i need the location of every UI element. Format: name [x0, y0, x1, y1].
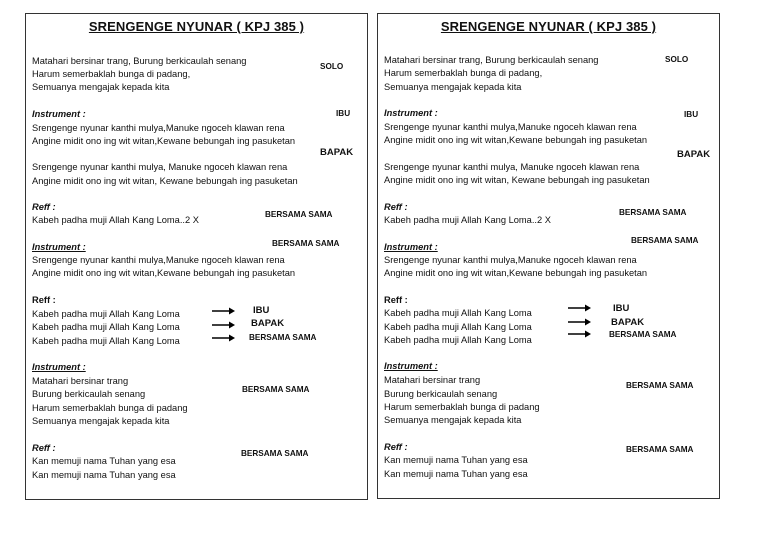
arrow-right-icon — [212, 334, 236, 342]
verse2a-line: Angine midit ono ing wit witan,Kewane bebungah ing pasuketan — [384, 135, 648, 145]
instrument-heading: Instrument : — [384, 361, 438, 371]
arrow-right-icon — [568, 318, 592, 326]
reff2-line: Kabeh padha muji Allah Kang Loma — [32, 336, 180, 346]
verse1-line: Matahari bersinar trang, Burung berkicaulah senang — [384, 55, 599, 65]
verse1-line: Semuanya mengajak kepada kita — [32, 82, 170, 92]
tag-bapak: BAPAK — [611, 317, 645, 328]
instrument-heading: Instrument : — [32, 362, 86, 372]
verse3-line: Angine midit ono ing wit witan,Kewane bebungah ing pasuketan — [32, 268, 296, 278]
instrument-heading: Instrument : — [32, 109, 86, 119]
tag-ibu: IBU — [336, 109, 351, 118]
reff2-line: Kabeh padha muji Allah Kang Loma — [32, 322, 180, 332]
verse2b-line: Srengenge nyunar kanthi mulya, Manuke ngoceh klawan rena — [32, 162, 288, 172]
reff2-line: Kabeh padha muji Allah Kang Loma — [32, 309, 180, 319]
verse4-line: Matahari bersinar trang — [32, 376, 129, 386]
instrument-heading: Instrument : — [384, 242, 438, 252]
tag-bersama-sama: BERSAMA SAMA — [626, 445, 694, 454]
song-sheet-right — [377, 13, 720, 499]
verse2a-line: Srengenge nyunar kanthi mulya,Manuke ngoceh klawan rena — [384, 122, 637, 132]
arrow-right-icon — [568, 304, 592, 312]
arrow-right-icon — [568, 330, 592, 338]
verse4-line: Semuanya mengajak kepada kita — [384, 415, 522, 425]
verse4-line: Burung berkicaulah senang — [384, 389, 498, 399]
reff3-line: Kan memuji nama Tuhan yang esa — [384, 455, 528, 465]
tag-bersama-sama: BERSAMA SAMA — [249, 333, 317, 342]
song-title: SRENGENGE NYUNAR ( KPJ 385 ) — [440, 19, 657, 34]
reff1-line: Kabeh padha muji Allah Kang Loma..2 X — [32, 215, 199, 225]
arrow-right-icon — [212, 321, 236, 329]
tag-bapak: BAPAK — [320, 147, 354, 158]
reff3-line: Kan memuji nama Tuhan yang esa — [32, 470, 176, 480]
reff-heading: Reff : — [384, 202, 408, 212]
tag-bapak: BAPAK — [677, 149, 711, 160]
verse2a-line: Srengenge nyunar kanthi mulya,Manuke ngoceh klawan rena — [32, 123, 285, 133]
tag-bersama-sama: BERSAMA SAMA — [265, 210, 333, 219]
verse2b-line: Angine midit ono ing wit witan, Kewane bebungah ing pasuketan — [384, 175, 650, 185]
reff-heading: Reff : — [384, 442, 408, 452]
reff2-line: Kabeh padha muji Allah Kang Loma — [384, 335, 532, 345]
reff-heading: Reff : — [32, 443, 56, 453]
tag-bersama-sama: BERSAMA SAMA — [609, 330, 677, 339]
reff1-line: Kabeh padha muji Allah Kang Loma..2 X — [384, 215, 551, 225]
reff-heading: Reff : — [32, 202, 56, 212]
tag-ibu: IBU — [684, 110, 699, 119]
verse4-line: Harum semerbaklah bunga di padang — [384, 402, 540, 412]
reff-heading: Reff : — [384, 295, 408, 305]
reff3-line: Kan memuji nama Tuhan yang esa — [384, 469, 528, 479]
verse3-line: Srengenge nyunar kanthi mulya,Manuke ngoceh klawan rena — [384, 255, 637, 265]
verse1-line: Harum semerbaklah bunga di padang, — [32, 69, 191, 79]
tag-solo: SOLO — [320, 62, 344, 71]
tag-ibu: IBU — [613, 303, 630, 314]
verse2b-line: Srengenge nyunar kanthi mulya, Manuke ngoceh klawan rena — [384, 162, 640, 172]
song-sheet-left — [25, 13, 368, 500]
instrument-heading: Instrument : — [384, 108, 438, 118]
tag-bersama-sama: BERSAMA SAMA — [626, 381, 694, 390]
verse3-line: Angine midit ono ing wit witan,Kewane bebungah ing pasuketan — [384, 268, 648, 278]
tag-bersama-sama: BERSAMA SAMA — [242, 385, 310, 394]
tag-ibu: IBU — [253, 305, 270, 316]
verse2a-line: Angine midit ono ing wit witan,Kewane bebungah ing pasuketan — [32, 136, 296, 146]
verse4-line: Harum semerbaklah bunga di padang — [32, 403, 188, 413]
tag-solo: SOLO — [665, 55, 689, 64]
tag-bersama-sama: BERSAMA SAMA — [272, 239, 340, 248]
verse1-line: Semuanya mengajak kepada kita — [384, 82, 522, 92]
tag-bapak: BAPAK — [251, 318, 285, 329]
tag-bersama-sama: BERSAMA SAMA — [619, 208, 687, 217]
tag-bersama-sama: BERSAMA SAMA — [631, 236, 699, 245]
reff2-line: Kabeh padha muji Allah Kang Loma — [384, 308, 532, 318]
verse1-line: Harum semerbaklah bunga di padang, — [384, 68, 543, 78]
verse4-line: Burung berkicaulah senang — [32, 389, 146, 399]
verse4-line: Semuanya mengajak kepada kita — [32, 416, 170, 426]
verse3-line: Srengenge nyunar kanthi mulya,Manuke ngoceh klawan rena — [32, 255, 285, 265]
instrument-heading: Instrument : — [32, 242, 86, 252]
tag-bersama-sama: BERSAMA SAMA — [241, 449, 309, 458]
reff-heading: Reff : — [32, 295, 56, 305]
verse2b-line: Angine midit ono ing wit witan, Kewane bebungah ing pasuketan — [32, 176, 298, 186]
reff2-line: Kabeh padha muji Allah Kang Loma — [384, 322, 532, 332]
verse4-line: Matahari bersinar trang — [384, 375, 481, 385]
verse1-line: Matahari bersinar trang, Burung berkicaulah senang — [32, 56, 247, 66]
reff3-line: Kan memuji nama Tuhan yang esa — [32, 456, 176, 466]
song-title: SRENGENGE NYUNAR ( KPJ 385 ) — [88, 19, 305, 34]
arrow-right-icon — [212, 307, 236, 315]
